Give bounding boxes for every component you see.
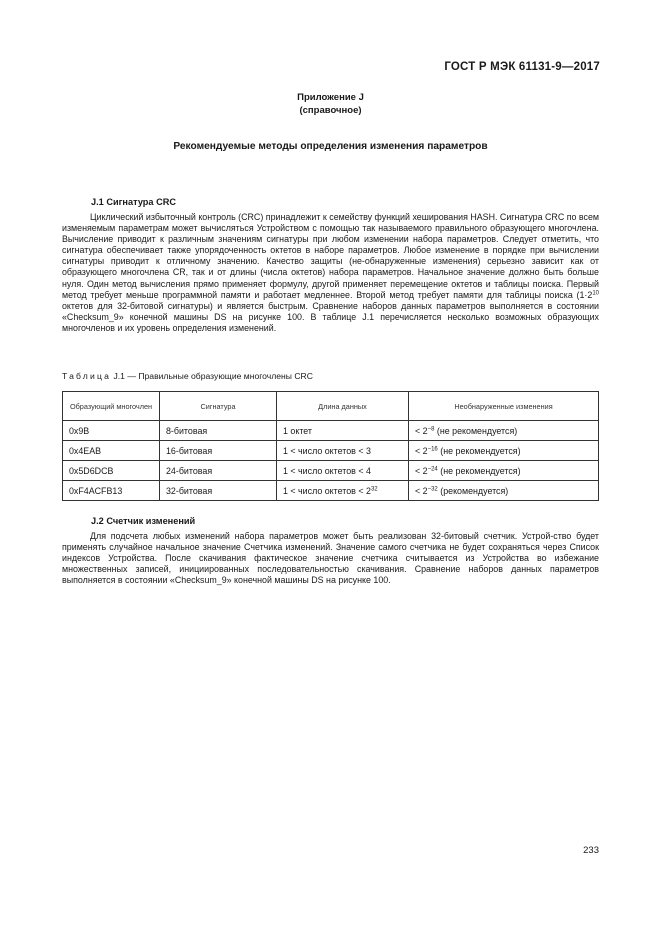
- cell-data-length: [277, 441, 409, 461]
- crc-polynomials-table: [62, 391, 599, 501]
- undetected-exponent: −24: [427, 466, 438, 472]
- header-signature: Сигнатура: [160, 392, 277, 421]
- table-row: [63, 441, 599, 461]
- undetected-base: < 2: [415, 485, 428, 496]
- section-j1-exponent: 10: [592, 290, 599, 297]
- header-polynomial: Образующий многочлен: [63, 392, 160, 421]
- cell-polynomial: 0xF4ACFB13: [63, 481, 160, 501]
- data-length-text: 1 < число октетов < 2: [283, 485, 371, 496]
- data-length-text: 1 < число октетов < 3: [283, 445, 371, 456]
- undetected-base: < 2: [415, 445, 428, 456]
- cell-signature: 24-битовая: [160, 461, 277, 481]
- header-undetected-changes: Необнаруженные изменения: [409, 392, 599, 421]
- undetected-exponent: −32: [427, 486, 438, 492]
- cell-undetected-changes: [409, 481, 599, 501]
- cell-data-length: [277, 421, 409, 441]
- cell-signature: 16-битовая: [160, 441, 277, 461]
- undetected-exponent: −16: [427, 446, 438, 452]
- section-j1-paragraph: [62, 212, 599, 334]
- section-j2-paragraph: Для подсчета любых изменений набора параметров может быть реализован 32-битовый счетчик. Устрой-ство будет применять случайное начальное значение Счетчика изменений. Значение самого счетчика не будет сохраняться через Список индексов Устройства. После скачивания фактическое значение счетчика считывается из Устройства во избежание множественных записей, инициированных последовательностью скачивания. Сравнение наборов данных параметров выполняется в состоянии «Checksum_9» конечной машины DS на рисунке 100.: [62, 531, 599, 586]
- header-data-length: Длина данных: [277, 392, 409, 421]
- page-number: 233: [583, 845, 599, 856]
- undetected-note: (не рекомендуется): [434, 425, 518, 436]
- cell-polynomial: 0x5D6DCB: [63, 461, 160, 481]
- cell-undetected-changes: [409, 421, 599, 441]
- table-row: [63, 461, 599, 481]
- table-row: [63, 421, 599, 441]
- table-header-row: [63, 392, 599, 421]
- cell-signature: 8-битовая: [160, 421, 277, 441]
- data-length-text: 1 октет: [283, 425, 312, 436]
- undetected-base: < 2: [415, 425, 428, 436]
- undetected-note: (рекомендуется): [437, 485, 509, 496]
- undetected-note: (не рекомендуется): [437, 465, 521, 476]
- cell-polynomial: 0x4EAB: [63, 441, 160, 461]
- cell-signature: 32-битовая: [160, 481, 277, 501]
- cell-undetected-changes: [409, 441, 599, 461]
- table-caption-label: Таблица: [62, 371, 112, 381]
- section-j1-heading: J.1 Сигнатура CRC: [91, 197, 176, 207]
- cell-polynomial: 0x9B: [63, 421, 160, 441]
- cell-data-length: [277, 481, 409, 501]
- table-row: [63, 481, 599, 501]
- document-title: Рекомендуемые методы определения изменения параметров: [173, 141, 488, 152]
- undetected-exponent: −8: [427, 426, 435, 432]
- table-caption-text: J.1 — Правильные образующие многочлены CRC: [111, 371, 313, 381]
- annex-label: Приложение J: [297, 92, 364, 103]
- table-caption: [62, 371, 313, 381]
- data-length-text: 1 < число октетов < 4: [283, 465, 371, 476]
- section-j1-text: Циклический избыточный контроль (CRC) принадлежит к семейству функций хеширования HASH. Сигнатура CRC по всем изменяемым параметрам может вычисляться Устройством с помощью так называемого правильного образующего многочлена. Вычисление приводит к различным значениям сигнатуры при любом изменении набора параметров. Следует отметить, что сигнатура обеспечивает также упорядоченность октетов в наборе параметров. Любое изменение в порядке при вычислении сигнатуры приводит к отличному значению. Качество защиты (не-обнаруженные изменения) серьезно зависит как от образующего многочлена CR, так и от длины (числа октетов) набора параметров. Начальное значение должно быть больше нуля. Один метод вычисления прямо применяет формулу, другой применяет перемещение октетов и таблицы поиска. Первый метод требует меньше программной памяти и работает медленнее. Второй метод требует памяти для таблицы поиска (1·2: [62, 212, 600, 300]
- standard-header: ГОСТ Р МЭК 61131-9—2017: [444, 61, 600, 73]
- annex-title: [0, 91, 661, 117]
- undetected-note: (не рекомендуется): [437, 445, 521, 456]
- section-j1-text-tail: октетов для 32-битовой сигнатуры) и является быстрым. Сравнение наборов данных параметров выполняется в состоянии «Checksum_9» конечной машины DS на рисунке 100. В таблице J.1 перечисляется несколько возможных образующих многочленов и их уровень определения изменений.: [62, 300, 599, 333]
- cell-undetected-changes: [409, 461, 599, 481]
- cell-data-length: [277, 461, 409, 481]
- data-length-exponent: 32: [370, 486, 378, 492]
- undetected-base: < 2: [415, 465, 428, 476]
- section-j2-heading: J.2 Счетчик изменений: [91, 516, 196, 526]
- annex-subtitle: (справочное): [299, 105, 362, 116]
